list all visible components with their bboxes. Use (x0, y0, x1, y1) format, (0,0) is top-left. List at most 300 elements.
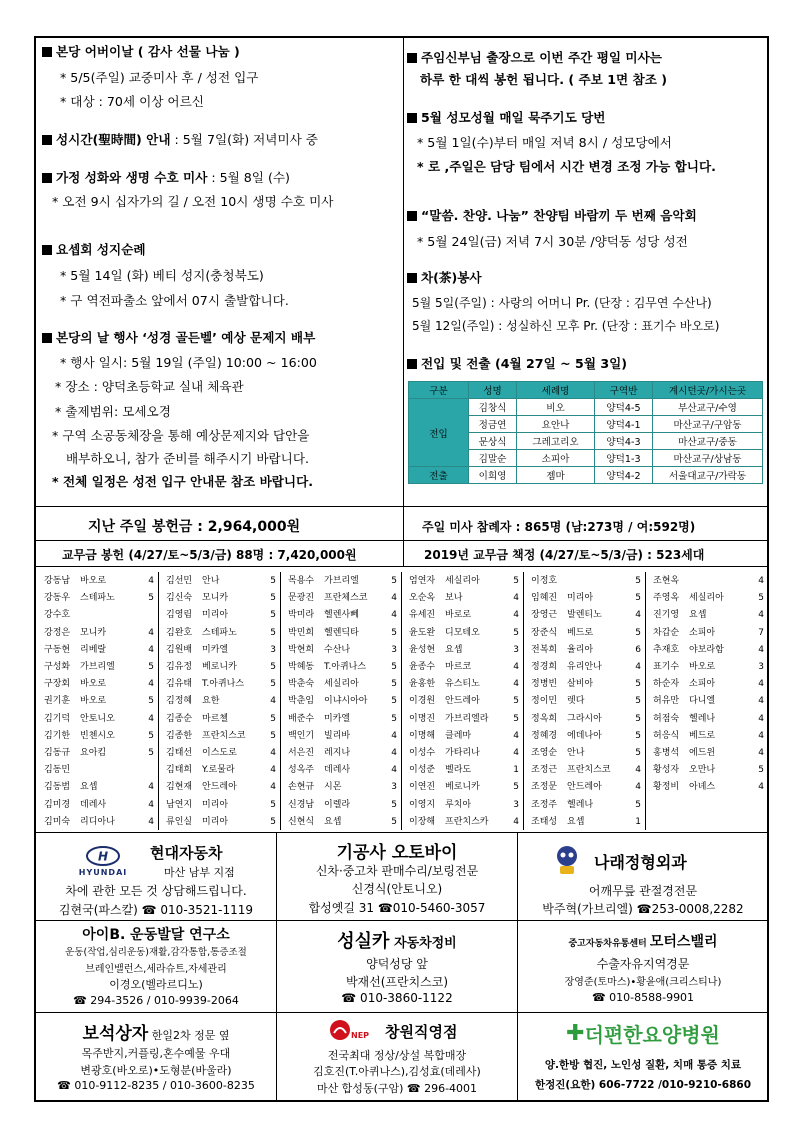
ad-line: 김호진(T.아퀴나스),김성효(데레사) (313, 1065, 481, 1078)
notice-title: 요셉회 성지순례 (42, 244, 146, 257)
donor-count: 4 (758, 679, 764, 690)
donor-saint: 요셉 (80, 782, 98, 793)
donor-saint: 요한 (202, 696, 220, 707)
donor-count: 4 (270, 696, 276, 707)
donor-name: 신경남 (288, 799, 315, 810)
donor-saint: 안나 (567, 748, 585, 758)
attendance: 주일 미사 참례자 : 865명 (남:273명 / 여:592명) (422, 520, 696, 534)
donor-name: 이장해 (409, 816, 436, 827)
ad-line: 운동(작업,심리운동)재활,감각통합,통증조절 (65, 947, 247, 958)
donor-column (645, 572, 768, 830)
ad-line: ☎ 010-8588-9901 (591, 991, 695, 1004)
table-cell: 양덕1-3 (595, 450, 653, 467)
donor-saint: 이냐시아아 (324, 696, 368, 707)
donor-list (36, 572, 768, 830)
table-cell: 마산교구/중동 (653, 433, 763, 450)
donor-saint: 안드레아 (567, 782, 602, 793)
donor-count: 5 (270, 799, 276, 810)
column-divider (158, 572, 159, 830)
donor-saint: Y.로물라 (202, 765, 235, 776)
ad-sub: 마산 남부 지점 (164, 866, 235, 879)
donor-saint: 바오로 (80, 696, 107, 707)
donor-count: 4 (391, 730, 397, 741)
donor-saint: 미리아 (202, 799, 229, 810)
table-cell: 소피아 (517, 450, 595, 467)
donor-name: 성옥주 (288, 765, 315, 776)
ad-line: 장영준(토마스)•황윤애(크리스티나) (564, 977, 722, 988)
donor-saint: 루치아 (445, 799, 472, 810)
notice-line: * 장소 : 양덕초등학교 실내 체육관 (55, 379, 244, 394)
donor-count: 5 (758, 765, 764, 776)
column-divider (403, 506, 404, 566)
table-cell: 전출 (409, 467, 469, 484)
donor-name: 조정문 (531, 782, 558, 793)
donor-name: 엄연자 (409, 576, 436, 586)
donor-name: 류인실 (166, 816, 193, 827)
column-divider (523, 572, 524, 830)
donor-name: 조태성 (531, 816, 558, 827)
donor-count: 4 (513, 610, 519, 621)
donor-name: 김원배 (166, 644, 193, 655)
ad-hyundai (36, 834, 276, 920)
donor-name: 서은진 (288, 748, 315, 758)
notice-line: * 대상 : 70세 이상 어르신 (60, 94, 204, 109)
donor-saint: 가브리엘 (80, 662, 115, 672)
notice-line: * 5월 1일(수)부터 매일 저녁 8시 / 성모당에서 (417, 135, 672, 150)
donor-count: 4 (148, 782, 154, 793)
donor-saint: T.아퀴나스 (324, 662, 367, 672)
donor-count: 4 (758, 696, 764, 707)
donor-count: 5 (513, 713, 519, 724)
donor-count: 7 (758, 627, 764, 638)
ad-title (518, 931, 768, 951)
donor-name: 문광진 (288, 593, 315, 604)
notice-title: 본당 어버이날 ( 감사 선물 나눔 ) (42, 46, 240, 59)
donor-name: 홍병석 (653, 748, 680, 758)
donor-name: 박춘임 (288, 696, 315, 707)
donor-name: 김동범 (44, 782, 71, 793)
donor-name: 김종순 (166, 713, 193, 724)
donor-saint: 리베랄 (80, 644, 107, 655)
donor-count: 4 (391, 593, 397, 604)
table-header: 세례명 (517, 382, 595, 399)
donor-name: 임혜진 (531, 593, 558, 604)
transfer-table (408, 381, 763, 484)
donor-count: 4 (513, 748, 519, 758)
donor-count: 5 (270, 713, 276, 724)
donor-saint: 안나 (202, 576, 220, 586)
table-cell: 비오 (517, 399, 595, 416)
donor-count: 3 (270, 644, 276, 655)
donor-count: 5 (270, 679, 276, 690)
donor-count: 5 (391, 662, 397, 672)
donor-name: 이경원 (409, 696, 436, 707)
brand-text: HYUNDAI (78, 868, 128, 877)
donor-name: 강정은 (44, 627, 71, 638)
donor-name: 표기수 (653, 662, 680, 672)
donor-saint: 요셉 (445, 644, 463, 655)
donor-saint: 디모테오 (445, 627, 480, 638)
donor-name: 차갑순 (653, 627, 680, 638)
svg-text:H: H (97, 849, 109, 864)
notice-title: 차(茶)봉사 (407, 272, 482, 285)
donor-count: 4 (513, 679, 519, 690)
donor-saint: 가타리나 (445, 748, 480, 758)
dues-plan: 2019년 교무금 책정 (4/27/토~5/3/금) : 523세대 (424, 548, 705, 562)
donor-name: 이성수 (409, 748, 436, 758)
notice-title: 주임신부님 출장으로 이번 주간 평일 미사는 (407, 52, 662, 65)
nep-circle-icon (329, 1019, 351, 1041)
donor-saint: 야보라함 (689, 644, 724, 655)
donor-saint: 보나 (445, 593, 463, 604)
donor-count: 3 (513, 799, 519, 810)
donor-saint: 헬레나 (689, 713, 716, 724)
notice-line: * 전체 일정은 성전 입구 안내문 참조 바랍니다. (52, 474, 314, 489)
donor-name: 목용수 (288, 576, 315, 586)
table-cell: 마산교구/상남동 (653, 450, 763, 467)
donor-count: 5 (635, 679, 641, 690)
donor-count: 4 (391, 748, 397, 758)
ad-name: 아이B. 운동발달 연구소 (82, 927, 230, 943)
table-cell: 양덕4-2 (595, 467, 653, 484)
donor-saint: 요셉 (689, 610, 707, 621)
table-cell: 문상식 (469, 433, 517, 450)
donor-saint: 살비아 (567, 679, 594, 690)
column-divider (403, 36, 404, 506)
donor-saint: 다니엘 (689, 696, 716, 707)
donor-name: 이정호 (531, 576, 558, 586)
table-cell: 김창식 (469, 399, 517, 416)
donor-name: 유세진 (409, 610, 436, 621)
donor-saint: 리디아나 (80, 816, 115, 827)
donor-name: 김미경 (44, 799, 71, 810)
ad-name: 기공사 오토바이 (336, 843, 458, 863)
ad-line: 김현국(파스칼) ☎ 010-3521-1119 (58, 903, 254, 917)
donor-saint: 미리아 (567, 593, 594, 604)
notice-line: * 5월 24일(금) 저녁 7시 30분 /양덕동 성당 성전 (417, 234, 688, 249)
donor-count: 4 (635, 765, 641, 776)
ad-nep (277, 1013, 517, 1101)
donor-count: 5 (270, 627, 276, 638)
ad-line: 박재선(프란치스코) (345, 975, 449, 989)
donor-count: 5 (148, 730, 154, 741)
notice-line: 5월 5일(주일) : 사랑의 어머니 Pr. (단장 : 김무연 수산나) (412, 296, 712, 310)
ad-name: 보석상자 (82, 1024, 149, 1044)
donor-saint: 마르첼 (202, 713, 229, 724)
donor-saint: 안드레아 (445, 696, 480, 707)
ad-line: 박주혁(가브리엘) ☎253-0008,2282 (542, 902, 744, 916)
donor-saint: 세실리아 (324, 679, 359, 690)
donor-column (401, 572, 523, 830)
donor-name: 정병빈 (531, 679, 558, 690)
donor-saint: 소피아 (689, 679, 716, 690)
donor-name: 이명해 (409, 730, 436, 741)
donor-count: 5 (635, 627, 641, 638)
donor-saint: 스테파노 (202, 627, 237, 638)
donor-count: 5 (635, 713, 641, 724)
list-item (645, 778, 768, 798)
donor-name: 장영근 (531, 610, 558, 621)
donor-name: 김태선 (166, 748, 193, 758)
donor-count: 5 (391, 816, 397, 827)
donor-count: 3 (391, 644, 397, 655)
ad-jewelry (36, 1013, 276, 1101)
donor-column (523, 572, 645, 830)
donor-name: 정이민 (531, 696, 558, 707)
donor-saint: 그라시아 (567, 713, 602, 724)
table-cell: 양덕4-1 (595, 416, 653, 433)
ad-line: 변광호(바오로)•도형분(바울라) (80, 1064, 232, 1077)
notice-line: * 구 역전파출소 앞에서 07시 출발합니다. (60, 293, 289, 308)
donor-count: 4 (148, 799, 154, 810)
donor-name: 김완호 (166, 627, 193, 638)
table-cell: 정금연 (469, 416, 517, 433)
ad-line: ☎ 010-3860-1122 (341, 991, 453, 1005)
ad-line: 전국최대 정상/상설 복합매장 (327, 1049, 467, 1062)
donor-name: 이연진 (409, 782, 436, 793)
ad-line: ☎ 294-3526 / 010-9939-2064 (73, 994, 239, 1007)
notice-title: 성시간(聖時間) 안내 : 5월 7일(화) 저녁미사 중 (42, 134, 318, 147)
notice-line: * 5/5(주일) 교중미사 후 / 성전 입구 (60, 70, 259, 85)
donor-count: 4 (513, 730, 519, 741)
column-divider (280, 572, 281, 830)
table-cell: 마산교구/구암동 (653, 416, 763, 433)
ad-line: ☎ 010-9112-8235 / 010-3600-8235 (57, 1079, 255, 1092)
list-item (401, 813, 523, 833)
donor-count: 3 (391, 782, 397, 793)
ad-line: 차에 관한 모든 것 상담해드립니다. (65, 884, 247, 898)
table-cell: 이희영 (469, 467, 517, 484)
notice-line: 배부하오니, 참가 준비를 해주시기 바랍니다. (66, 451, 309, 466)
donor-saint: 스테파노 (80, 593, 115, 604)
donor-name: 손현규 (288, 782, 315, 793)
donor-saint: 오만나 (689, 765, 716, 776)
notice-line: * 오전 9시 십자가의 길 / 오전 10시 생명 수호 미사 (52, 194, 334, 209)
donor-name: 허유만 (653, 696, 680, 707)
hyundai-h-icon (86, 846, 120, 866)
donor-saint: 유리안나 (567, 662, 602, 672)
donor-name: 조현옥 (653, 576, 680, 586)
donor-count: 5 (391, 627, 397, 638)
donor-name: 주영옥 (653, 593, 680, 604)
donor-count: 4 (513, 593, 519, 604)
ad-line: 수출자유지역경문 (596, 957, 690, 971)
ad-line: 양.한방 협진, 노인성 질환, 치매 통증 치료 (544, 1059, 742, 1071)
donor-saint: 모니카 (202, 593, 229, 604)
notice-line: * 출제범위: 모세오경 (55, 404, 171, 419)
donor-saint: 미리아 (202, 816, 229, 827)
donor-count: 5 (148, 748, 154, 758)
donor-saint: 프란치스코 (202, 730, 246, 741)
ad-name: 현대자동차 (150, 844, 223, 862)
donor-saint: 프란치스코 (567, 765, 611, 776)
ad-sub: 한일2차 정문 옆 (148, 1029, 230, 1042)
donor-count: 4 (148, 679, 154, 690)
donor-count: 1 (635, 816, 641, 827)
donor-name: 김현재 (166, 782, 193, 793)
list-item (523, 813, 645, 833)
ad-motorcycle (277, 834, 517, 920)
table-cell: 양덕4-5 (595, 399, 653, 416)
donor-saint: 바오로 (689, 662, 716, 672)
column-divider (645, 572, 646, 830)
donor-count: 5 (148, 593, 154, 604)
donor-name: 윤도완 (409, 627, 436, 638)
donor-saint: 빌리바 (324, 730, 351, 741)
ad-title (518, 1019, 768, 1048)
donor-name: 백인기 (288, 730, 315, 741)
donor-count: 4 (391, 610, 397, 621)
ad-title (277, 927, 517, 953)
donor-saint: 프란치스카 (445, 816, 489, 827)
donor-count: 5 (391, 799, 397, 810)
donor-saint: 바오로 (80, 576, 107, 586)
donor-name: 김종한 (166, 730, 193, 741)
donor-name: 정혜경 (531, 730, 558, 741)
notice-line: * 5월 14일 (화) 베티 성지(충청북도) (60, 268, 264, 283)
donor-count: 5 (635, 730, 641, 741)
table-cell: 양덕4-3 (595, 433, 653, 450)
donor-count: 4 (758, 782, 764, 793)
notice-title: 본당의 날 행사 ‘성경 골든벨’ 예상 문제지 배부 (42, 332, 315, 345)
table-cell: 김말순 (469, 450, 517, 467)
donor-name: 김정혜 (166, 696, 193, 707)
notice-line: * 행사 일시: 5월 19일 (주일) 10:00 ~ 16:00 (60, 355, 317, 370)
donor-column (280, 572, 401, 830)
donor-name: 이명진 (409, 713, 436, 724)
donor-count: 4 (758, 713, 764, 724)
donor-saint: 에데나아 (567, 730, 602, 741)
donor-saint: 베로니카 (445, 782, 480, 793)
notice-line: 5월 12일(주일) : 성실하신 모후 Pr. (단장 : 표기수 바오로) (412, 319, 720, 333)
ad-line: 어깨무릎 관절경전문 (588, 884, 698, 898)
table-header: 계시던곳/가시는곳 (653, 382, 763, 399)
donor-saint: 가브리엘 (324, 576, 359, 586)
donor-count: 4 (758, 610, 764, 621)
donor-name: 추재호 (653, 644, 680, 655)
ad-line: 한정진(요한) 606-7722 /010-9210-6860 (534, 1079, 752, 1091)
ad-line: 브레인밸런스,세라슈트,자세관리 (85, 964, 227, 975)
donor-saint: 안드레아 (202, 782, 237, 793)
donor-name: 조정주 (531, 799, 558, 810)
donor-count: 5 (758, 593, 764, 604)
donor-count: 5 (635, 748, 641, 758)
donor-name: 박춘숙 (288, 679, 315, 690)
donor-name: 김기한 (44, 730, 71, 741)
donor-saint: 요셉 (324, 816, 342, 827)
donor-saint: 가브리엘라 (445, 713, 489, 724)
donor-name: 장준식 (531, 627, 558, 638)
ad-line: 합성옛길 31 ☎010-5460-3057 (308, 901, 486, 915)
notice-line: * 구역 소공동체장을 통해 예상문제지와 답안을 (52, 428, 310, 443)
ad-name: 더편한요양병원 (584, 1023, 720, 1047)
ad-name: 나래정형외과 (594, 853, 687, 872)
donor-saint: 미리아 (202, 610, 229, 621)
dues-offering: 교무금 봉헌 (4/27/토~5/3/금) 88명 : 7,420,000원 (62, 548, 357, 562)
donor-saint: 수산나 (324, 644, 351, 655)
table-row (409, 467, 763, 484)
donor-saint: 소피아 (689, 627, 716, 638)
donor-name: 이성준 (409, 765, 436, 776)
donor-name: 조정근 (531, 765, 558, 776)
donor-saint: 데레사 (324, 765, 351, 776)
ad-title (36, 1019, 276, 1044)
donor-column (36, 572, 158, 830)
table-header: 구역반 (595, 382, 653, 399)
donor-name: 황정비 (653, 782, 680, 793)
donor-saint: 벨라도 (445, 765, 472, 776)
ad-name: 성실카 (337, 931, 390, 952)
donor-name: 윤성현 (409, 644, 436, 655)
donor-saint: 헬렌사뻬 (324, 610, 359, 621)
donor-saint: 베로니카 (202, 662, 237, 672)
donor-count: 4 (513, 816, 519, 827)
donor-name: 김유정 (166, 662, 193, 672)
offering-total: 지난 주일 봉헌금 : 2,964,000원 (88, 519, 301, 535)
hyundai-logo (48, 846, 158, 877)
donor-count: 4 (148, 576, 154, 586)
divider (34, 832, 769, 833)
donor-name: 김동민 (44, 765, 71, 776)
ad-prefix: 중고자동차유통센터 (568, 939, 650, 949)
donor-count: 5 (270, 662, 276, 672)
ad-seongsil-car (277, 921, 517, 1012)
table-cell: 부산교구/수영 (653, 399, 763, 416)
divider (34, 540, 769, 541)
donor-name: 허응식 (653, 730, 680, 741)
donor-saint: 율리아 (567, 644, 594, 655)
list-item (36, 813, 158, 833)
divider (34, 566, 769, 567)
donor-name: 강동우 (44, 593, 71, 604)
donor-count: 4 (758, 644, 764, 655)
donor-name: 김영림 (166, 610, 193, 621)
donor-name: 구장회 (44, 679, 71, 690)
list-item (158, 813, 280, 833)
table-cell: 젬마 (517, 467, 595, 484)
donor-name: 정경희 (531, 662, 558, 672)
donor-count: 4 (270, 765, 276, 776)
donor-count: 5 (391, 679, 397, 690)
notice-title: 가정 성화와 생명 수호 미사 : 5월 8일 (수) (42, 172, 290, 185)
donor-count: 3 (513, 644, 519, 655)
donor-count: 5 (270, 730, 276, 741)
donor-name: 강수호 (44, 610, 71, 621)
notice-line: 하루 한 대씩 봉헌 됩니다. ( 주보 1면 참조 ) (420, 72, 668, 87)
donor-count: 5 (635, 576, 641, 586)
donor-saint: 바로로 (445, 610, 472, 621)
donor-count: 5 (635, 696, 641, 707)
donor-name: 권기훈 (44, 696, 71, 707)
ad-line: 이경오(벨라르디노) (109, 978, 203, 991)
donor-name: 김신숙 (166, 593, 193, 604)
donor-name: 오순옥 (409, 593, 436, 604)
donor-name: 황성자 (653, 765, 680, 776)
notice-line: * 로 ,주일은 담당 팀에서 시간 변경 조정 가능 합니다. (417, 159, 716, 174)
ad-line: 신경식(안토니오) (351, 882, 443, 896)
donor-name: 박미라 (288, 610, 315, 621)
donor-saint: T.아퀴나스 (202, 679, 245, 690)
donor-name: 조영순 (531, 748, 558, 758)
ad-line: 목주반지,커플링,혼수예물 우대 (81, 1047, 231, 1060)
donor-name: 구성화 (44, 662, 71, 672)
donor-count: 5 (148, 696, 154, 707)
table-cell: 요안나 (517, 416, 595, 433)
donor-saint: 안토니오 (80, 713, 115, 724)
donor-count: 5 (513, 576, 519, 586)
donor-saint: 유스티노 (445, 679, 480, 690)
donor-name: 신현식 (288, 816, 315, 827)
